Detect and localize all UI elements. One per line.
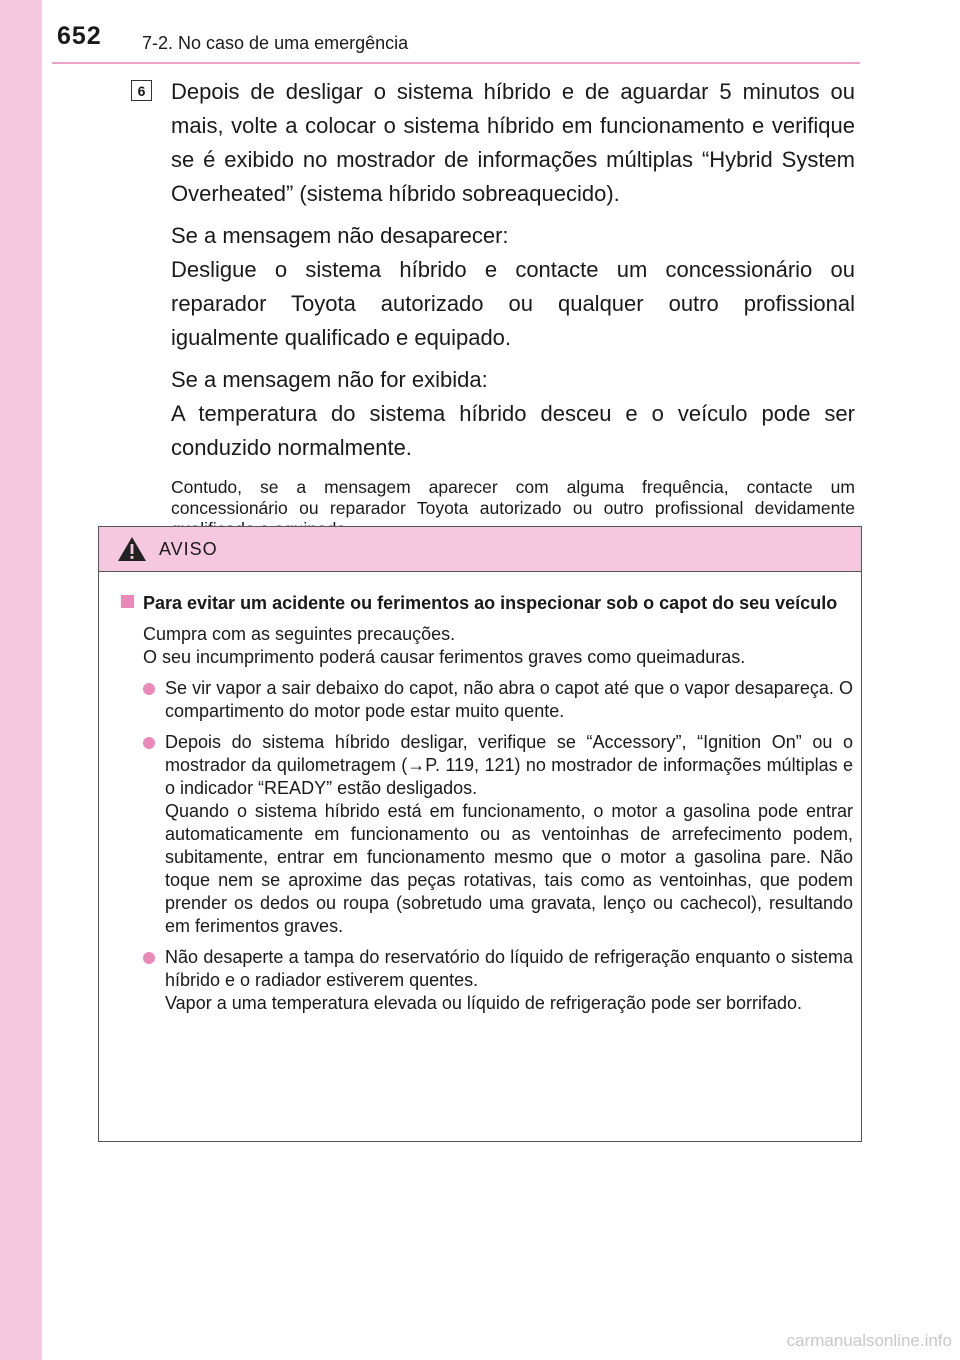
intro-line: O seu incumprimento poderá causar ferimentos graves como queimaduras. [143, 647, 746, 667]
case-title: Se a mensagem não for exibida: [171, 367, 488, 392]
warning-triangle-icon [117, 536, 147, 562]
square-bullet-icon [121, 595, 134, 608]
bullet-item [121, 677, 853, 723]
warning-body [99, 572, 861, 1015]
step-content [171, 75, 855, 540]
case-text: A temperatura do sistema híbrido desceu e o veículo pode ser conduzido normalmente. [171, 401, 855, 460]
case-no-disappear [171, 219, 855, 355]
step-paragraph: Depois de desligar o sistema híbrido e de aguardar 5 minutos ou mais, volte a colocar o sistema híbrido em funcionamento e verifique se é exibido no mostrador de informações múltiplas “Hybrid System Overheated” (sistema híbrido sobreaquecido). [171, 79, 855, 206]
header-rule [52, 62, 860, 64]
bullet-item [121, 731, 853, 938]
bullet-text: Se vir vapor a sair debaixo do capot, não abra o capot até que o vapor desapareça. O compartimento do motor pode estar muito quente. [165, 678, 853, 721]
note-paragraph: Contudo, se a mensagem aparecer com alguma frequência, contacte um concessionário ou reparador Toyota autorizado ou outro profissional devidamente [171, 477, 855, 518]
case-not-shown [171, 363, 855, 465]
bullet-item [121, 946, 853, 1015]
warning-label: AVISO [159, 538, 218, 559]
case-text: Desligue o sistema híbrido e contacte um concessionário ou reparador Toyota autorizado ou qualquer outro profissional igualmente qualificado e equipado. [171, 257, 855, 350]
side-color-band [0, 0, 42, 1360]
bullet-text: Não desaperte a tampa do reservatório do líquido de refrigeração enquanto o sistema híbrido e o radiador estiverem quentes. [165, 947, 853, 990]
warning-heading-text: Para evitar um acidente ou ferimentos ao inspecionar sob o capot do seu veículo [143, 593, 838, 613]
warning-heading [121, 592, 853, 615]
bullet-text: Depois do sistema híbrido desligar, verifique se “Accessory”, “Ignition On” ou o mostrador da quilometragem (→P. 119, 121) no mostrador de informações múltiplas e o indicador “READY” estão desligados. [165, 732, 853, 798]
case-title: Se a mensagem não desaparecer: [171, 223, 509, 248]
bullet-dot-icon [143, 737, 155, 749]
step-number-badge: 6 [131, 80, 152, 101]
warning-box [98, 526, 862, 1142]
bullet-dot-icon [143, 683, 155, 695]
warning-intro [121, 623, 853, 669]
bullet-dot-icon [143, 952, 155, 964]
section-title: 7-2. No caso de uma emergência [142, 33, 409, 53]
warning-header [99, 527, 861, 572]
bullet-text: Vapor a uma temperatura elevada ou líquido de refrigeração pode ser borrifado. [165, 993, 803, 1013]
intro-line: Cumpra com as seguintes precauções. [143, 624, 456, 644]
bullet-text: Quando o sistema híbrido está em funcionamento, o motor a gasolina pode entrar automaticamente em funcionamento ou as ventoinhas de arrefecimento podem, subitamente, entrar em funcionamento mesmo que o motor a gasolina pare. Não toque nem se aproxime das peças rotativas, tais como as ventoinhas, que podem prender os dedos ou roupa (sobretudo uma gravata, lenço ou cachecol), resultando em ferimentos graves. [165, 801, 853, 936]
page-number: 652 [57, 22, 102, 50]
watermark: carmanualsonline.info [786, 1331, 952, 1350]
